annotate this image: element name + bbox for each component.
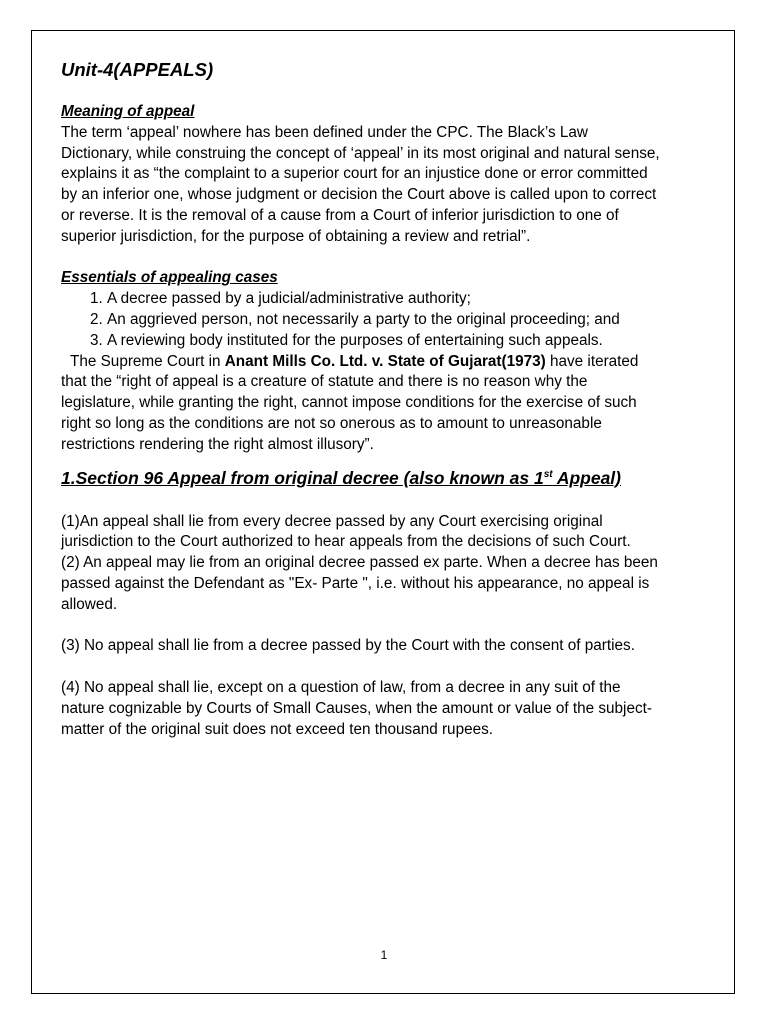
clause-1: (1)An appeal shall lie from every decree passed by any Court exercising original jurisdiction to the Court authorized to hear appeals from the decisions of such Court.	[61, 512, 631, 551]
section-heading-text: 1.Section 96 Appeal from original decree (also known as 1	[61, 467, 544, 488]
unit-title: Unit-4(APPEALS)	[61, 59, 214, 80]
case-name: Anant Mills Co. Ltd. v. State of Gujarat(1973)	[224, 352, 546, 370]
section-heading-sup: st	[543, 468, 553, 480]
essentials-heading: Essentials of appealing cases	[61, 269, 278, 287]
list-item: 1. A decree passed by a judicial/administrative authority;	[107, 289, 661, 310]
case-text: have iterated that the “right of appeal is a creature of statute and there is no reason why the legislature, while granting the right, cannot impose conditions for the exercise of such right so long as the conditions are not so onerous as to amount to unreasonable restrictions rendering the right almost illusory”.	[61, 352, 639, 453]
essentials-list	[61, 289, 661, 351]
case-paragraph	[61, 352, 661, 456]
section-96-heading	[61, 466, 661, 490]
spacer	[61, 248, 661, 269]
section-heading-end: Appeal)	[552, 467, 621, 488]
list-item: 3. A reviewing body instituted for the purposes of entertaining such appeals.	[107, 331, 661, 352]
page-number: 1	[380, 948, 388, 962]
case-intro: The Supreme Court in	[70, 352, 221, 370]
clause-3: (3) No appeal shall lie from a decree passed by the Court with the consent of parties.	[61, 637, 635, 655]
document-content	[61, 58, 661, 740]
list-item: 2. An aggrieved person, not necessarily a party to the original proceeding; and	[107, 310, 661, 331]
spacer	[61, 616, 661, 637]
clause-4: (4) No appeal shall lie, except on a question of law, from a decree in any suit of the nature cognizable by Courts of Small Causes, when the amount or value of the subject-matter of the original suit does not exceed ten thousand rupees.	[61, 678, 652, 738]
meaning-heading: Meaning of appeal	[61, 103, 195, 120]
clause-2: (2) An appeal may lie from an original decree passed ex parte. When a decree has been passed against the Defendant as "Ex- Parte ", i.e. without his appearance, no appeal is allowed.	[61, 554, 658, 613]
meaning-paragraph: The term ‘appeal’ nowhere has been defined under the CPC. The Black’s Law Dictionary, while construing the concept of ‘appeal’ in its most original and natural sense, explains it as “the complaint to a superior court for an injustice done or error committed by an inferior one, whose judgment or decision the Court above is called upon to correct or reverse. It is the removal of a cause from a Court of inferior jurisdiction to one of superior jurisdiction, for the purpose of obtaining a review and retrial”.	[61, 123, 660, 245]
spacer	[61, 657, 661, 678]
